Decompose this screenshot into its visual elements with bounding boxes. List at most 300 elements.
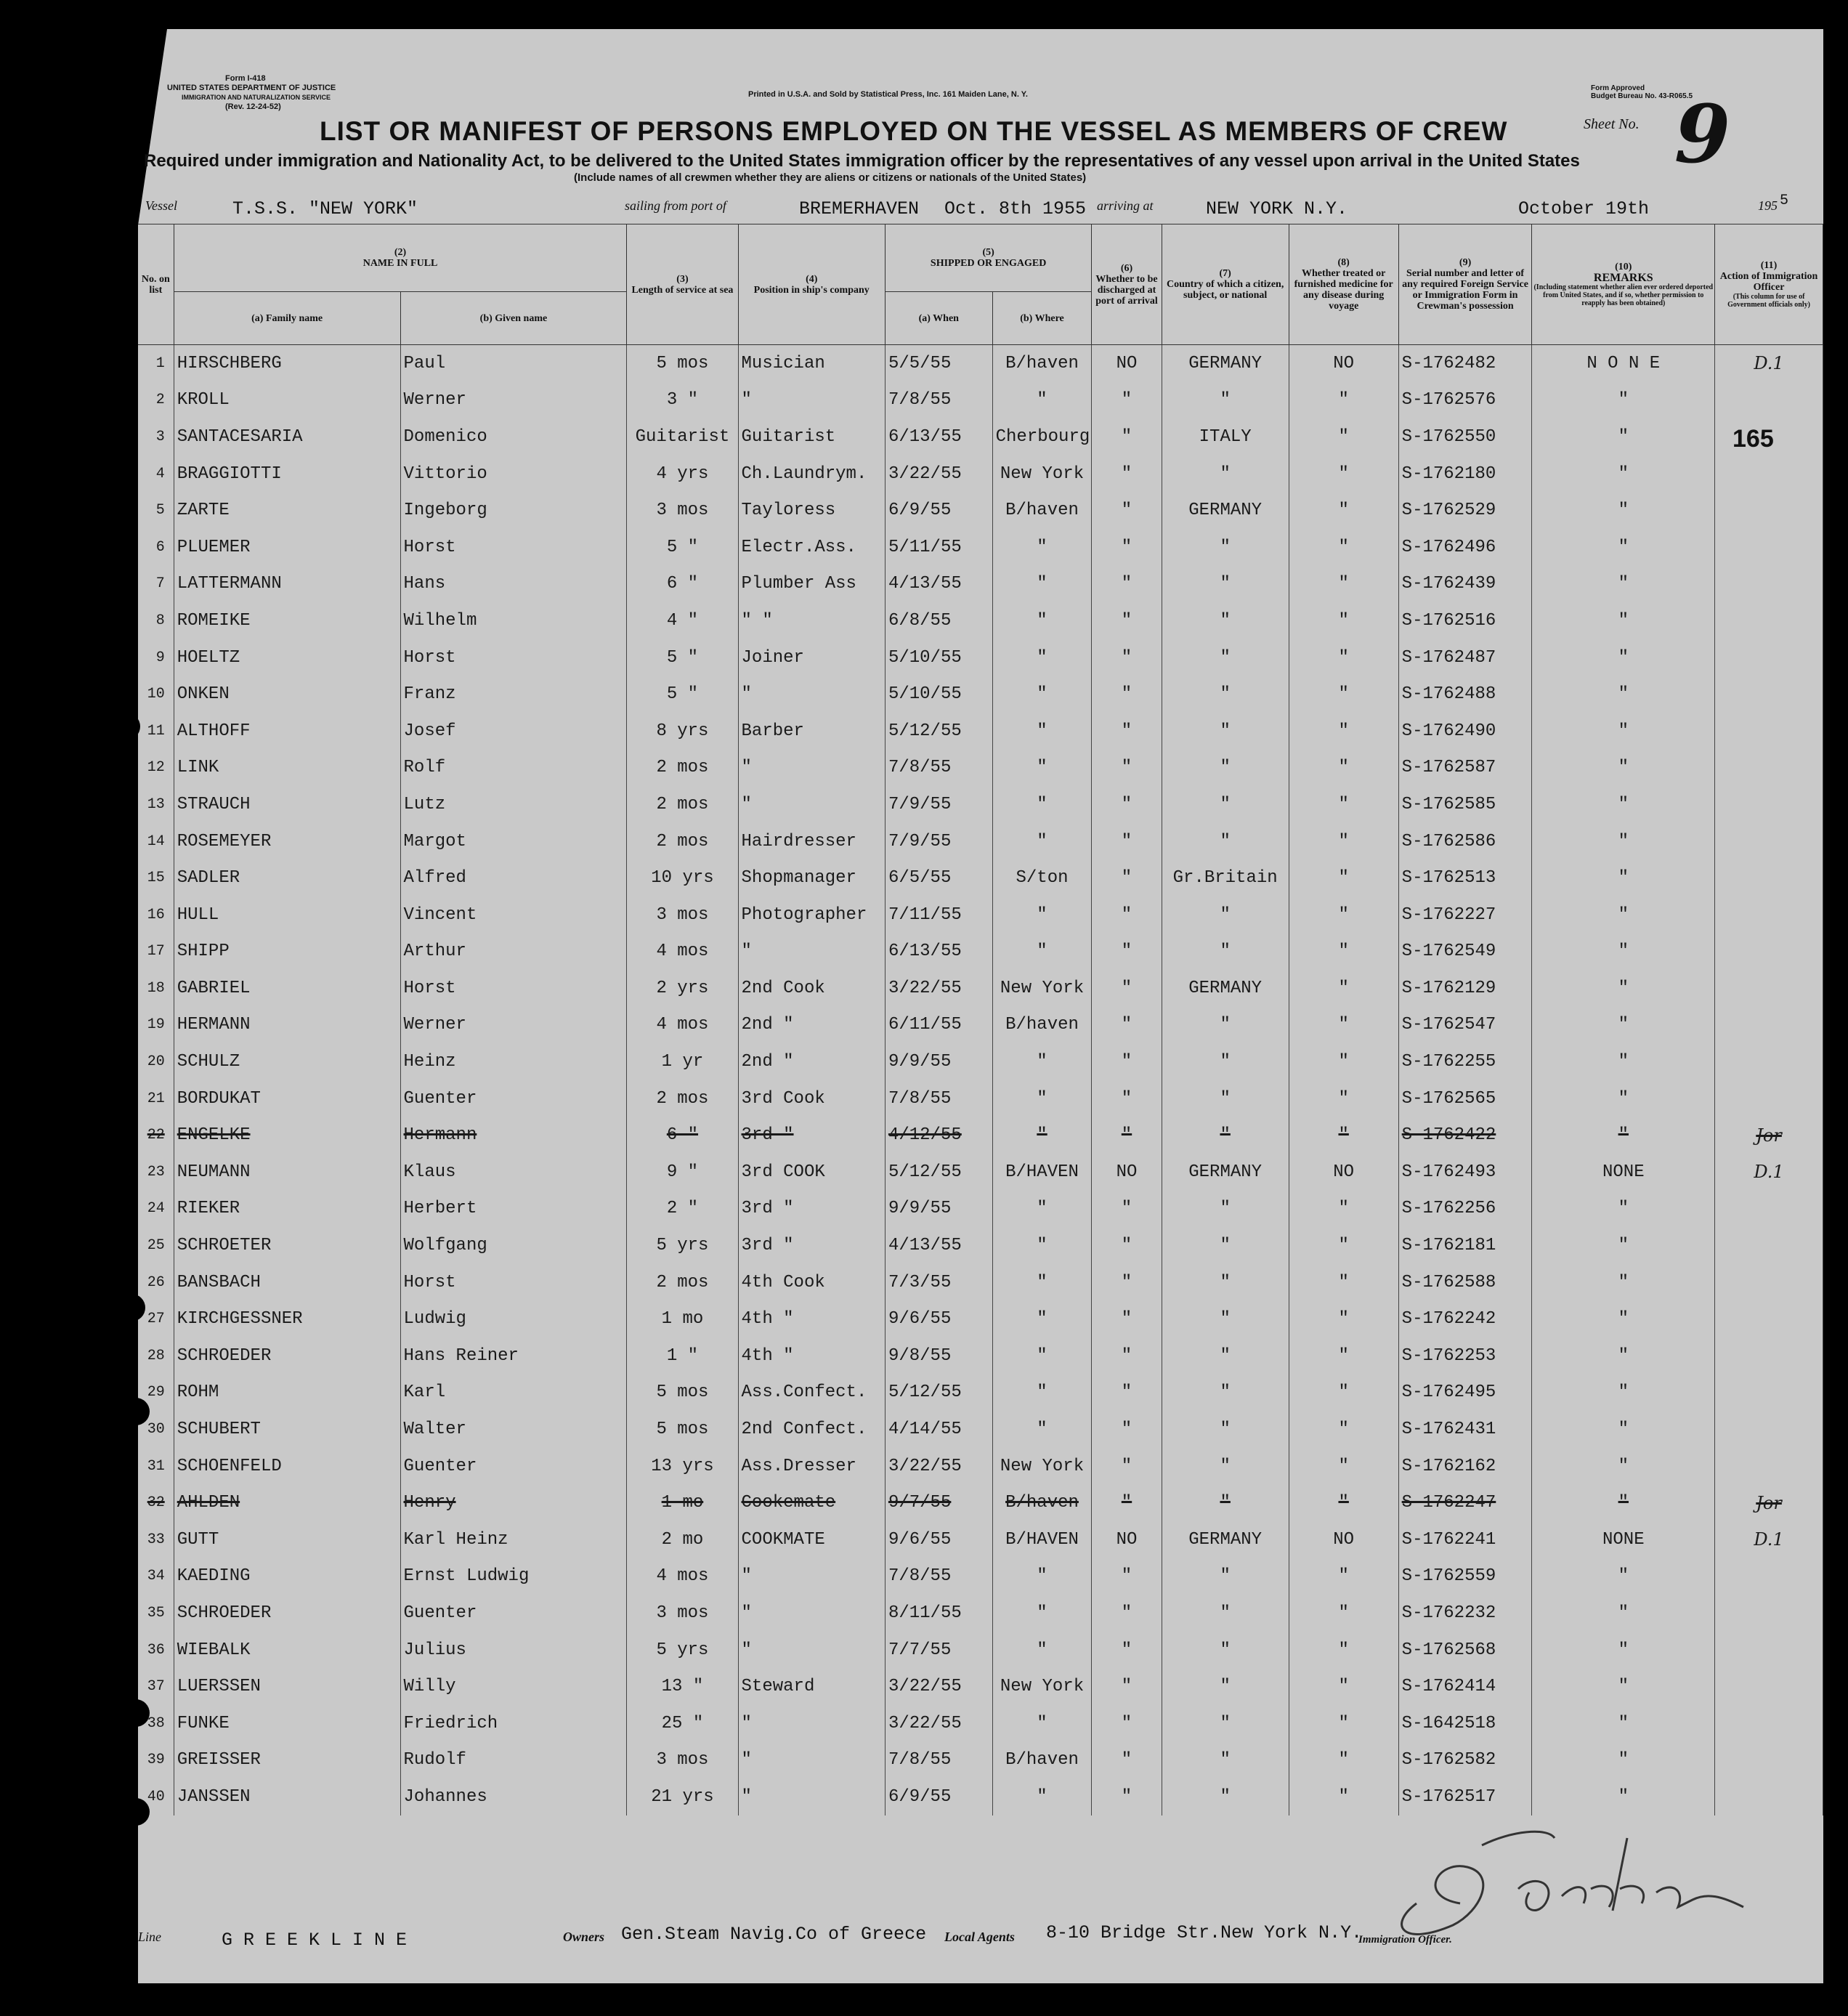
- cell-family: HIRSCHBERG: [174, 345, 400, 382]
- punch-hole: [113, 713, 140, 740]
- cell-given: Karl: [400, 1375, 627, 1412]
- table-row: [138, 1154, 1823, 1191]
- cell-remarks: NONE: [1532, 1154, 1715, 1191]
- cell-disch: ": [1092, 1191, 1162, 1228]
- cell-no: 33: [138, 1521, 174, 1558]
- table-row: [138, 970, 1823, 1007]
- cell-no: 23: [138, 1154, 174, 1191]
- cell-remarks: ": [1532, 1705, 1715, 1742]
- cell-country: ": [1162, 1558, 1289, 1595]
- cell-given: Friedrich: [400, 1705, 627, 1742]
- table-row: [138, 896, 1823, 934]
- cell-position: ": [738, 1595, 885, 1632]
- cell-treated: ": [1289, 970, 1398, 1007]
- cell-country: ": [1162, 1080, 1289, 1117]
- cell-disch: ": [1092, 1117, 1162, 1154]
- cell-family: KROLL: [174, 382, 400, 419]
- cell-when: 9/6/55: [885, 1521, 992, 1558]
- cell-country: ": [1162, 1411, 1289, 1448]
- cell-service: 5 ": [627, 529, 738, 566]
- cell-treated: ": [1289, 1484, 1398, 1521]
- cell-where: ": [992, 1227, 1092, 1264]
- cell-family: KIRCHGESSNER: [174, 1300, 400, 1337]
- cell-remarks: ": [1532, 1632, 1715, 1669]
- cell-service: 1 ": [627, 1337, 738, 1375]
- cell-serial: S-1762162: [1398, 1448, 1532, 1485]
- cell-treated: ": [1289, 1778, 1398, 1815]
- table-row: [138, 1778, 1823, 1815]
- cell-position: ": [738, 382, 885, 419]
- cell-action: [1715, 1742, 1823, 1779]
- cell-where: ": [992, 1411, 1092, 1448]
- cell-disch: ": [1092, 1448, 1162, 1485]
- cell-action: D.1: [1715, 345, 1823, 382]
- cell-remarks: ": [1532, 1264, 1715, 1301]
- cell-action: [1715, 713, 1823, 750]
- cell-where: B/haven: [992, 1007, 1092, 1044]
- cell-remarks: ": [1532, 1595, 1715, 1632]
- cell-family: ROHM: [174, 1375, 400, 1412]
- cell-where: B/haven: [992, 492, 1092, 529]
- cell-no: 28: [138, 1337, 174, 1375]
- cell-remarks: ": [1532, 418, 1715, 456]
- cell-action: [1715, 1705, 1823, 1742]
- cell-remarks: N O N E: [1532, 345, 1715, 382]
- cell-position: 3rd ": [738, 1191, 885, 1228]
- cell-where: ": [992, 566, 1092, 603]
- cell-family: SADLER: [174, 859, 400, 896]
- cell-given: Margot: [400, 823, 627, 860]
- cell-family: STRAUCH: [174, 786, 400, 823]
- cell-given: Wolfgang: [400, 1227, 627, 1264]
- col-2-num: (2): [394, 247, 407, 258]
- crew-table-wrap: [138, 224, 1823, 1902]
- cell-given: Johannes: [400, 1778, 627, 1815]
- cell-action: [1715, 566, 1823, 603]
- cell-disch: ": [1092, 1558, 1162, 1595]
- cell-remarks: ": [1532, 456, 1715, 493]
- cell-no: 2: [138, 382, 174, 419]
- cell-no: 19: [138, 1007, 174, 1044]
- cell-given: Horst: [400, 970, 627, 1007]
- cell-family: GABRIEL: [174, 970, 400, 1007]
- cell-when: 7/8/55: [885, 1558, 992, 1595]
- cell-treated: ": [1289, 1448, 1398, 1485]
- cell-position: ": [738, 1742, 885, 1779]
- cell-treated: NO: [1289, 345, 1398, 382]
- cell-family: FUNKE: [174, 1705, 400, 1742]
- col-service: [627, 224, 738, 345]
- cell-when: 4/14/55: [885, 1411, 992, 1448]
- cell-action: [1715, 786, 1823, 823]
- cell-when: 4/12/55: [885, 1117, 992, 1154]
- cell-given: Guenter: [400, 1448, 627, 1485]
- cell-action: [1715, 1448, 1823, 1485]
- cell-remarks: ": [1532, 1080, 1715, 1117]
- cell-serial: S-1762585: [1398, 786, 1532, 823]
- arrival-date: October 19th: [1518, 198, 1650, 219]
- cell-serial: S-1762559: [1398, 1558, 1532, 1595]
- cell-remarks: ": [1532, 934, 1715, 971]
- cell-when: 9/6/55: [885, 1300, 992, 1337]
- cell-family: LINK: [174, 750, 400, 787]
- cell-family: HULL: [174, 896, 400, 934]
- cell-service: 2 yrs: [627, 970, 738, 1007]
- table-row: [138, 1632, 1823, 1669]
- cell-serial: S-1762422: [1398, 1117, 1532, 1154]
- cell-treated: ": [1289, 786, 1398, 823]
- cell-position: 3rd COOK: [738, 1154, 885, 1191]
- cell-given: Ingeborg: [400, 492, 627, 529]
- cell-action: [1715, 382, 1823, 419]
- col-where: (b) Where: [992, 292, 1092, 345]
- cell-when: 9/9/55: [885, 1191, 992, 1228]
- cell-remarks: ": [1532, 529, 1715, 566]
- cell-service: 5 ": [627, 639, 738, 676]
- cell-remarks: ": [1532, 786, 1715, 823]
- col-given: (b) Given name: [400, 292, 627, 345]
- page-subtitle: Required under immigration and Nationality Act, to be delivered to the United States immigration officer by the representatives of any vessel upon arrival in the United States: [144, 151, 1580, 171]
- cell-disch: ": [1092, 492, 1162, 529]
- cell-given: Klaus: [400, 1154, 627, 1191]
- cell-no: 34: [138, 1558, 174, 1595]
- punch-hole: [108, 305, 135, 333]
- cell-remarks: ": [1532, 566, 1715, 603]
- cell-when: 6/5/55: [885, 859, 992, 896]
- cell-position: ": [738, 1705, 885, 1742]
- cell-position: ": [738, 786, 885, 823]
- cell-where: ": [992, 602, 1092, 639]
- table-row: [138, 1227, 1823, 1264]
- cell-country: ": [1162, 566, 1289, 603]
- col-action-label: Action of Immigration Officer: [1719, 271, 1818, 293]
- agents-label: Local Agents: [944, 1930, 1015, 1944]
- cell-where: Cherbourg: [992, 418, 1092, 456]
- cell-position: 3rd ": [738, 1227, 885, 1264]
- cell-no: 39: [138, 1742, 174, 1779]
- table-row: [138, 1705, 1823, 1742]
- cell-treated: ": [1289, 1337, 1398, 1375]
- cell-remarks: ": [1532, 382, 1715, 419]
- cell-remarks: ": [1532, 1668, 1715, 1705]
- cell-family: ALTHOFF: [174, 713, 400, 750]
- cell-serial: S-1762255: [1398, 1043, 1532, 1080]
- cell-family: NEUMANN: [174, 1154, 400, 1191]
- cell-country: ": [1162, 1705, 1289, 1742]
- cell-service: 4 yrs: [627, 456, 738, 493]
- cell-remarks: ": [1532, 1742, 1715, 1779]
- cell-country: ": [1162, 1300, 1289, 1337]
- cell-remarks: NONE: [1532, 1521, 1715, 1558]
- table-row: [138, 1337, 1823, 1375]
- col-treated: [1289, 224, 1398, 345]
- cell-no: 26: [138, 1264, 174, 1301]
- vessel-line: [145, 193, 1816, 222]
- col-country: [1162, 224, 1289, 345]
- cell-when: 5/5/55: [885, 345, 992, 382]
- printer-line: Printed in U.S.A. and Sold by Statistical Press, Inc. 161 Maiden Lane, N. Y.: [748, 90, 1028, 99]
- cell-treated: ": [1289, 1300, 1398, 1337]
- cell-country: ": [1162, 1742, 1289, 1779]
- table-row: [138, 1484, 1823, 1521]
- cell-given: Hans Reiner: [400, 1337, 627, 1375]
- cell-given: Domenico: [400, 418, 627, 456]
- cell-disch: ": [1092, 1227, 1162, 1264]
- cell-remarks: ": [1532, 750, 1715, 787]
- cell-service: 3 ": [627, 382, 738, 419]
- cell-no: 31: [138, 1448, 174, 1485]
- cell-no: 4: [138, 456, 174, 493]
- cell-when: 6/9/55: [885, 492, 992, 529]
- cell-family: LATTERMANN: [174, 566, 400, 603]
- sheet-label: Sheet No.: [1584, 116, 1640, 132]
- cell-family: PLUEMER: [174, 529, 400, 566]
- col-4-num: (4): [806, 273, 818, 285]
- cell-family: SCHROEDER: [174, 1595, 400, 1632]
- cell-disch: ": [1092, 382, 1162, 419]
- cell-treated: ": [1289, 602, 1398, 639]
- cell-family: SCHUBERT: [174, 1411, 400, 1448]
- cell-service: 3 mos: [627, 896, 738, 934]
- cell-treated: ": [1289, 1264, 1398, 1301]
- cell-given: Franz: [400, 676, 627, 713]
- cell-where: ": [992, 1264, 1092, 1301]
- cell-disch: ": [1092, 970, 1162, 1007]
- cell-family: RIEKER: [174, 1191, 400, 1228]
- cell-no: 10: [138, 676, 174, 713]
- cell-disch: ": [1092, 713, 1162, 750]
- cell-disch: ": [1092, 1595, 1162, 1632]
- cell-disch: ": [1092, 1778, 1162, 1815]
- cell-no: 29: [138, 1375, 174, 1412]
- year-prefix: 195: [1758, 198, 1778, 213]
- cell-no: 11: [138, 713, 174, 750]
- cell-treated: ": [1289, 750, 1398, 787]
- cell-position: Joiner: [738, 639, 885, 676]
- cell-serial: S-1762513: [1398, 859, 1532, 896]
- cell-action: D.1: [1715, 1521, 1823, 1558]
- table-row: [138, 1375, 1823, 1412]
- cell-remarks: ": [1532, 1337, 1715, 1375]
- cell-where: S/ton: [992, 859, 1092, 896]
- cell-where: ": [992, 1300, 1092, 1337]
- cell-when: 6/9/55: [885, 1778, 992, 1815]
- cell-serial: S-1762582: [1398, 1742, 1532, 1779]
- cell-given: Horst: [400, 1264, 627, 1301]
- cell-no: 13: [138, 786, 174, 823]
- cell-when: 5/12/55: [885, 713, 992, 750]
- cell-service: 5 yrs: [627, 1227, 738, 1264]
- cell-action: [1715, 750, 1823, 787]
- cell-treated: ": [1289, 1595, 1398, 1632]
- table-row: [138, 639, 1823, 676]
- cell-action: [1715, 676, 1823, 713]
- table-row: [138, 456, 1823, 493]
- cell-position: ": [738, 934, 885, 971]
- cell-position: ": [738, 1778, 885, 1815]
- col-treated-label: Whether treated or furnished medicine for any disease during voyage: [1294, 268, 1393, 312]
- col-when: (a) When: [885, 292, 992, 345]
- arriving-label: arriving at: [1097, 198, 1154, 213]
- cell-service: 3 mos: [627, 1742, 738, 1779]
- cell-where: ": [992, 1337, 1092, 1375]
- col-discharged-label: Whether to be discharged at port of arrival: [1095, 273, 1158, 307]
- cell-where: New York: [992, 970, 1092, 1007]
- cell-when: 9/7/55: [885, 1484, 992, 1521]
- cell-position: 2nd ": [738, 1043, 885, 1080]
- table-row: [138, 823, 1823, 860]
- cell-when: 7/8/55: [885, 1080, 992, 1117]
- punch-hole: [122, 1798, 150, 1826]
- table-row: [138, 786, 1823, 823]
- cell-service: 3 mos: [627, 492, 738, 529]
- cell-position: Musician: [738, 345, 885, 382]
- sailing-date: Oct. 8th 1955: [944, 198, 1087, 219]
- approval-block: [1591, 84, 1693, 100]
- col-3-num: (3): [676, 273, 689, 285]
- immigration-officer-signature: [1373, 1816, 1751, 1954]
- agency-line-3: (Rev. 12-24-52): [225, 102, 281, 111]
- line-label: Line: [138, 1930, 162, 1944]
- cell-treated: ": [1289, 896, 1398, 934]
- cell-service: 3 mos: [627, 1595, 738, 1632]
- cell-treated: ": [1289, 823, 1398, 860]
- cell-given: Guenter: [400, 1595, 627, 1632]
- page-number: 165: [1732, 425, 1774, 453]
- cell-service: 25 ": [627, 1705, 738, 1742]
- cell-when: 7/8/55: [885, 382, 992, 419]
- cell-country: ": [1162, 529, 1289, 566]
- table-row: [138, 934, 1823, 971]
- cell-treated: ": [1289, 1558, 1398, 1595]
- cell-position: Steward: [738, 1668, 885, 1705]
- cell-disch: ": [1092, 1337, 1162, 1375]
- cell-treated: ": [1289, 382, 1398, 419]
- officer-label: Immigration Officer.: [1358, 1934, 1452, 1946]
- cell-family: SCHOENFELD: [174, 1448, 400, 1485]
- crew-table: [138, 224, 1823, 1815]
- cell-when: 7/7/55: [885, 1632, 992, 1669]
- cell-when: 8/11/55: [885, 1595, 992, 1632]
- cell-where: ": [992, 1191, 1092, 1228]
- cell-service: 6 ": [627, 566, 738, 603]
- cell-disch: ": [1092, 750, 1162, 787]
- cell-no: 7: [138, 566, 174, 603]
- cell-where: ": [992, 1558, 1092, 1595]
- cell-serial: S-1762414: [1398, 1668, 1532, 1705]
- cell-country: ": [1162, 823, 1289, 860]
- cell-service: 5 mos: [627, 345, 738, 382]
- cell-treated: ": [1289, 1080, 1398, 1117]
- table-row: [138, 1043, 1823, 1080]
- cell-no: 21: [138, 1080, 174, 1117]
- cell-serial: S-1762586: [1398, 823, 1532, 860]
- cell-where: ": [992, 1117, 1092, 1154]
- cell-where: New York: [992, 1448, 1092, 1485]
- cell-no: 8: [138, 602, 174, 639]
- page-title: LIST OR MANIFEST OF PERSONS EMPLOYED ON THE VESSEL AS MEMBERS OF CREW: [320, 116, 1508, 146]
- cell-disch: ": [1092, 602, 1162, 639]
- cell-position: Photographer: [738, 896, 885, 934]
- col-9-num: (9): [1459, 257, 1472, 268]
- punch-hole: [118, 1294, 145, 1321]
- cell-serial: S-1762180: [1398, 456, 1532, 493]
- cell-remarks: ": [1532, 602, 1715, 639]
- budget-bureau: Budget Bureau No. 43-R065.5: [1591, 92, 1693, 100]
- cell-country: ": [1162, 1448, 1289, 1485]
- cell-country: ": [1162, 750, 1289, 787]
- cell-given: Hermann: [400, 1117, 627, 1154]
- cell-action: [1715, 529, 1823, 566]
- cell-no: 25: [138, 1227, 174, 1264]
- cell-country: Gr.Britain: [1162, 859, 1289, 896]
- cell-disch: ": [1092, 639, 1162, 676]
- cell-remarks: ": [1532, 896, 1715, 934]
- cell-treated: ": [1289, 1742, 1398, 1779]
- cell-position: 4th ": [738, 1300, 885, 1337]
- col-serial: [1398, 224, 1532, 345]
- col-5-num: (5): [982, 247, 994, 258]
- arrival-port: NEW YORK N.Y.: [1206, 198, 1348, 219]
- cell-country: ": [1162, 1337, 1289, 1375]
- cell-serial: S-1762493: [1398, 1154, 1532, 1191]
- cell-given: Werner: [400, 1007, 627, 1044]
- cell-position: Barber: [738, 713, 885, 750]
- col-no: No. on list: [138, 224, 174, 345]
- cell-serial: S-1762439: [1398, 566, 1532, 603]
- cell-service: 21 yrs: [627, 1778, 738, 1815]
- col-position-label: Position in ship's company: [753, 284, 870, 296]
- cell-family: ONKEN: [174, 676, 400, 713]
- cell-country: ": [1162, 713, 1289, 750]
- cell-when: 7/3/55: [885, 1264, 992, 1301]
- cell-no: 40: [138, 1778, 174, 1815]
- cell-family: BANSBACH: [174, 1264, 400, 1301]
- cell-disch: ": [1092, 1705, 1162, 1742]
- cell-position: Ass.Confect.: [738, 1375, 885, 1412]
- cell-remarks: ": [1532, 970, 1715, 1007]
- col-serial-label: Serial number and letter of any required Foreign Service or Immigration Form in Crewman's possession: [1402, 268, 1528, 312]
- cell-action: [1715, 1337, 1823, 1375]
- cell-action: [1715, 602, 1823, 639]
- table-row: [138, 1264, 1823, 1301]
- cell-service: 13 yrs: [627, 1448, 738, 1485]
- table-row: [138, 418, 1823, 456]
- cell-remarks: ": [1532, 1300, 1715, 1337]
- cell-when: 9/8/55: [885, 1337, 992, 1375]
- cell-action: Jor: [1715, 1117, 1823, 1154]
- cell-when: 7/9/55: [885, 786, 992, 823]
- cell-no: 17: [138, 934, 174, 971]
- cell-disch: ": [1092, 418, 1162, 456]
- cell-given: Wilhelm: [400, 602, 627, 639]
- cell-country: ": [1162, 1043, 1289, 1080]
- cell-action: [1715, 1080, 1823, 1117]
- cell-serial: S-1762431: [1398, 1411, 1532, 1448]
- cell-country: ": [1162, 1007, 1289, 1044]
- cell-disch: ": [1092, 1742, 1162, 1779]
- cell-where: ": [992, 750, 1092, 787]
- cell-family: KAEDING: [174, 1558, 400, 1595]
- cell-service: 9 ": [627, 1154, 738, 1191]
- cell-no: 32: [138, 1484, 174, 1521]
- punch-hole: [122, 1398, 150, 1425]
- cell-family: HOELTZ: [174, 639, 400, 676]
- cell-serial: S-1762490: [1398, 713, 1532, 750]
- cell-disch: ": [1092, 529, 1162, 566]
- cell-country: ": [1162, 786, 1289, 823]
- vessel-name: T.S.S. "NEW YORK": [232, 198, 418, 219]
